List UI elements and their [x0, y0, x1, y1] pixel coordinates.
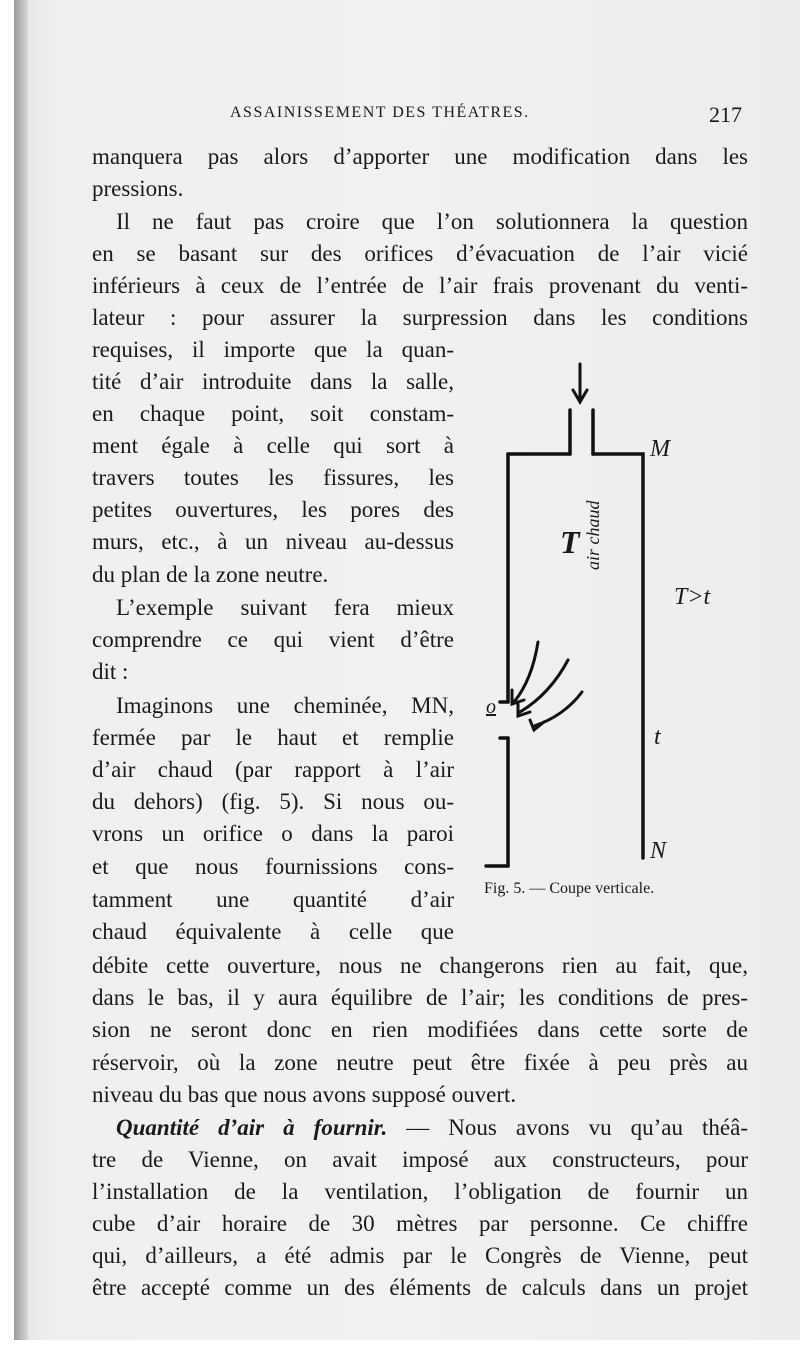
text-line: chaud équivalente à celle que	[92, 919, 454, 944]
text-line: d’air chaud (par rapport à l’air	[92, 757, 454, 782]
figure-chimney	[478, 360, 768, 920]
text-line: L’exemple suivant fera mieux	[116, 595, 454, 620]
text-line: en se basant sur des orifices d’évacuation de l’air vicié	[92, 241, 748, 266]
text-line: Il ne faut pas croire que l’on solutionnera la question	[116, 209, 748, 234]
text-line: sion ne seront donc en rien modifiées dans cette sorte de	[92, 1017, 748, 1042]
label-t-outside: t	[654, 724, 661, 750]
text-line: requises, il importe que la quan-	[92, 337, 454, 362]
text-line: comprendre ce qui vient d’être	[92, 627, 454, 652]
label-inequality: T>t	[674, 584, 711, 610]
text-line: vrons un orifice o dans la paroi	[92, 821, 454, 846]
figure-caption: Fig. 5. — Coupe verticale.	[484, 880, 655, 897]
page-number: 217	[709, 102, 742, 127]
text-line: dans le bas, il y aura équilibre de l’air; les conditions de pres-	[92, 985, 748, 1010]
text-line: qui, d’ailleurs, a été admis par le Congrès de Vienne, peut	[92, 1243, 748, 1268]
orifice-stub	[500, 702, 508, 738]
label-air-chaud: air chaud	[583, 500, 603, 570]
chimney-top-wall	[508, 454, 643, 858]
text-line: ment égale à celle qui sort à	[92, 433, 454, 458]
label-m: M	[650, 436, 670, 462]
text-line: réservoir, où la zone neutre peut être fixée à peu près au	[92, 1050, 748, 1075]
label-o: o	[486, 696, 496, 718]
text-line: dit :	[92, 659, 129, 684]
text-line: l’installation de la ventilation, l’obligation de fournir un	[92, 1179, 748, 1204]
text-line: du plan de la zone neutre.	[92, 562, 329, 587]
text-line: petites ouvertures, les pores des	[92, 497, 454, 522]
section-heading: Quantité d’air à fournir.	[116, 1115, 388, 1140]
text-line: débite cette ouverture, nous ne changerons rien au fait, que,	[92, 953, 748, 978]
text-line: cube d’air horaire de 30 mètres par personne. Ce chiffre	[92, 1211, 748, 1236]
chimney-diagram	[478, 360, 768, 880]
text-line: pressions.	[92, 176, 184, 201]
text-line: tité d’air introduite dans la salle,	[92, 369, 454, 394]
text-line: tre de Vienne, on avait imposé aux constructeurs, pour	[92, 1147, 748, 1172]
text-line: travers toutes les fissures, les	[92, 465, 454, 490]
text-line: manquera pas alors d’apporter une modification dans les	[92, 144, 748, 169]
running-head: ASSAINISSEMENT DES THÉATRES.	[230, 104, 530, 121]
text-line: du dehors) (fig. 5). Si nous ou-	[92, 789, 454, 814]
text-line: inférieurs à ceux de l’entrée de l’air frais provenant du venti-	[92, 273, 748, 298]
chimney-outlet	[570, 410, 593, 454]
section-heading-line	[92, 1112, 748, 1144]
text-line: Imaginons une cheminée, MN,	[116, 693, 454, 718]
text-line: niveau du bas que nous avons supposé ouvert.	[92, 1082, 517, 1107]
label-t-inside: T	[560, 524, 580, 560]
label-n: N	[650, 838, 667, 864]
page-header	[90, 100, 750, 130]
inflow-arrow-2	[520, 660, 568, 712]
text-line: tamment une quantité d’air	[92, 887, 454, 912]
text-line: être accepté comme un des éléments de calculs dans un projet	[92, 1275, 748, 1300]
text-line: et que nous fournissions cons-	[92, 854, 454, 879]
text-line: lateur : pour assurer la surpression dans les conditions	[92, 305, 748, 330]
section-heading-text: — Nous avons vu qu’au théâ-	[387, 1115, 748, 1140]
inflow-arrow-1	[514, 642, 538, 702]
text-line: fermée par le haut et remplie	[92, 725, 454, 750]
text-line: murs, etc., à un niveau au-dessus	[92, 529, 454, 554]
text-line: en chaque point, soit constam-	[92, 401, 454, 426]
